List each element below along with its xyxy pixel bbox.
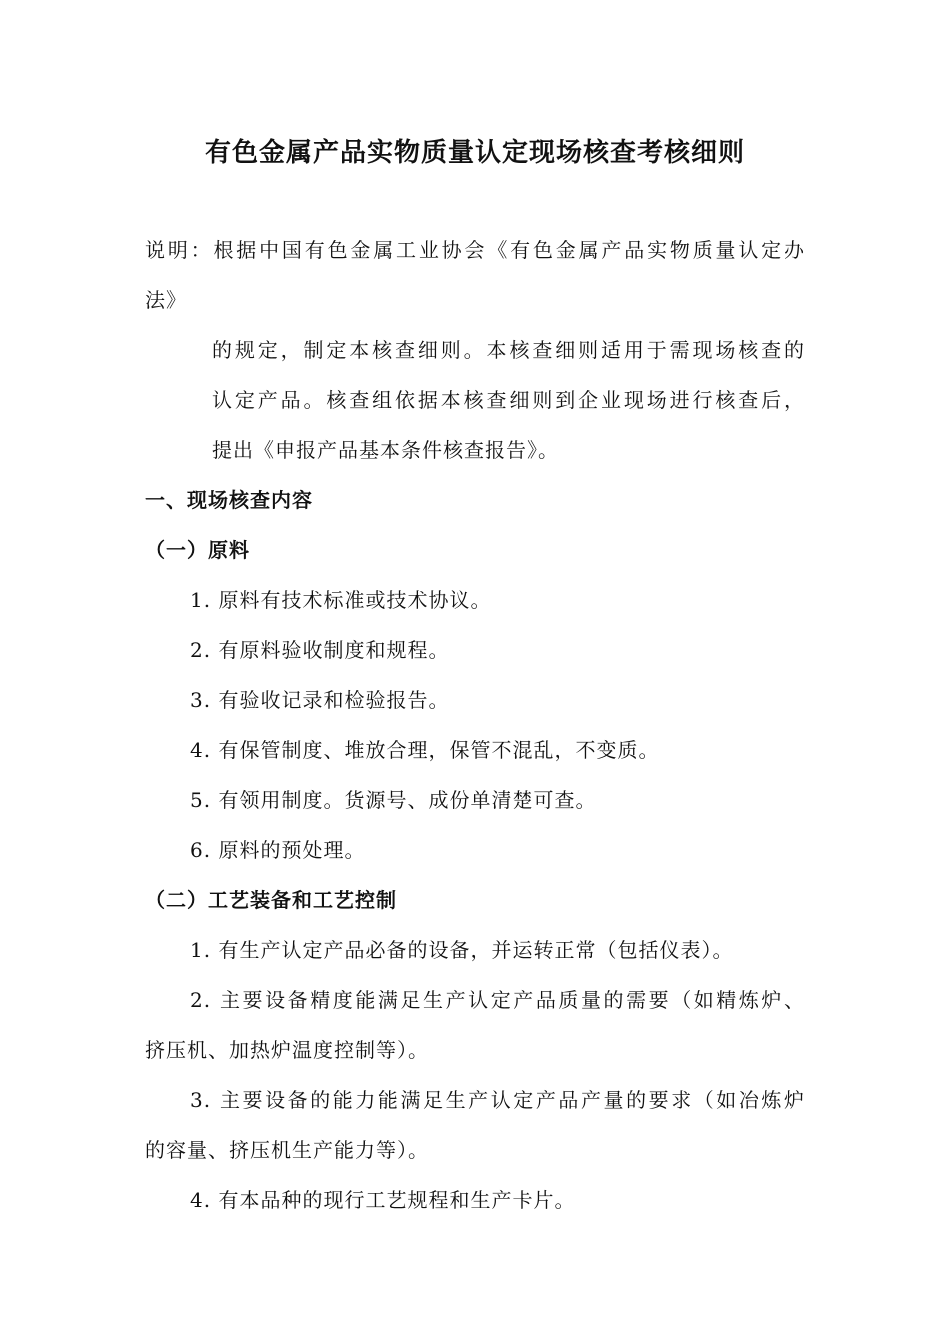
list-item: 3. 主要设备的能力能满足生产认定产品产量的要求（如冶炼炉 [190, 1088, 805, 1112]
subsection-raw-materials-heading: （一）原料 [145, 538, 250, 562]
intro-line-5: 提出《申报产品基本条件核查报告》。 [212, 438, 559, 462]
list-item: 4. 有保管制度、堆放合理，保管不混乱，不变质。 [190, 738, 660, 762]
list-item-continuation: 挤压机、加热炉温度控制等）。 [145, 1038, 429, 1062]
list-item: 3. 有验收记录和检验报告。 [190, 688, 450, 712]
list-item: 5. 有领用制度。货源号、成份单清楚可查。 [190, 788, 597, 812]
intro-line-3: 的规定，制定本核查细则。本核查细则适用于需现场核查的 [212, 338, 805, 362]
list-item: 1. 原料有技术标准或技术协议。 [190, 588, 492, 612]
intro-line-1: 说明：根据中国有色金属工业协会《有色金属产品实物质量认定办 [145, 238, 805, 262]
intro-line-4: 认定产品。核查组依据本核查细则到企业现场进行核查后， [212, 388, 805, 412]
document-title: 有色金属产品实物质量认定现场核查考核细则 [204, 138, 745, 168]
list-item: 2. 有原料验收制度和规程。 [190, 638, 450, 662]
intro-line-2: 法》 [145, 288, 187, 312]
list-item: 4. 有本品种的现行工艺规程和生产卡片。 [190, 1188, 576, 1212]
subsection-process-heading: （二）工艺装备和工艺控制 [145, 888, 397, 912]
list-item-continuation: 的容量、挤压机生产能力等）。 [145, 1138, 429, 1162]
list-item: 2. 主要设备精度能满足生产认定产品质量的需要（如精炼炉、 [190, 988, 805, 1012]
section-1-heading: 一、现场核查内容 [145, 488, 313, 512]
list-item: 1. 有生产认定产品必备的设备，并运转正常（包括仪表）。 [190, 938, 734, 962]
list-item: 6. 原料的预处理。 [190, 838, 366, 862]
